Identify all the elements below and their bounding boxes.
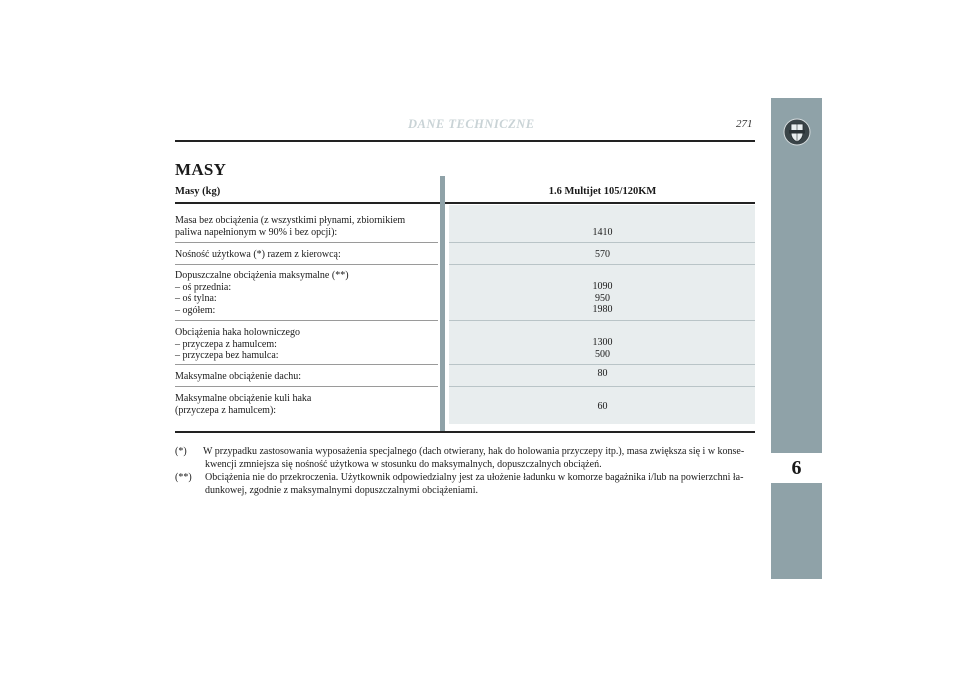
footnote-text: W przypadku zastosowania wyposażenia specjalnego (dach otwierany, hak do holowania przyczepy itp.), masa zwiększa się i w konse-kwencji zmniejsza się nośność użytkowa w stosunku do maksymalnych, dopuszczalnych obciążeń. bbox=[203, 446, 745, 470]
table-row-label: Masa bez obciążenia (z wszystkimi płynami, zbiornikiem paliwa napełnionym w 90% i bez opcji): bbox=[175, 215, 406, 238]
column-header-engine: 1.6 Multijet 105/120KM bbox=[548, 186, 657, 197]
table-row-value: 60 bbox=[597, 401, 608, 412]
column-divider bbox=[440, 176, 445, 432]
section-title: MASY bbox=[175, 160, 227, 179]
row-rule bbox=[175, 320, 438, 321]
table-bottom-rule bbox=[175, 431, 755, 433]
table-row-label: Maksymalne obciążenie dachu: bbox=[175, 371, 302, 382]
page-number: 271 bbox=[736, 118, 753, 130]
column-header-masses: Masy (kg) bbox=[175, 186, 221, 197]
row-rule bbox=[449, 242, 755, 243]
row-rule bbox=[175, 242, 438, 243]
table-row-value: 1090 950 1980 bbox=[592, 281, 613, 315]
footnote-mark: (**) bbox=[175, 472, 192, 483]
footnote bbox=[175, 471, 755, 497]
footnote-mark: (*) bbox=[175, 446, 187, 457]
row-rule bbox=[449, 264, 755, 265]
row-rule bbox=[175, 364, 438, 365]
table-row-value: 1300 500 bbox=[592, 337, 613, 360]
footnote-text: Obciążenia nie do przekroczenia. Użytkownik odpowiedzialny jest za ułożenie ładunku w komorze bagażnika i/lub na powierzchni ła-dunkowej, zgodnie z maksymalnymi dopuszczalnymi obciążeniami. bbox=[205, 472, 744, 496]
chapter-side-tab bbox=[771, 98, 822, 579]
footnote bbox=[175, 445, 755, 471]
lancia-shield-logo-icon bbox=[783, 118, 811, 146]
table-row-label: Obciążenia haka holowniczego – przyczepa z hamulcem: – przyczepa bez hamulca: bbox=[175, 327, 300, 361]
footnotes bbox=[175, 445, 755, 497]
chapter-number-box bbox=[771, 451, 822, 485]
row-rule bbox=[449, 386, 755, 387]
row-rule bbox=[175, 386, 438, 387]
table-row-value: 80 bbox=[597, 368, 608, 379]
running-header-title: DANE TECHNICZNE bbox=[408, 117, 535, 131]
row-rule bbox=[449, 364, 755, 365]
table-row-label: Maksymalne obciążenie kuli haka (przyczepa z hamulcem): bbox=[175, 393, 312, 416]
table-row-value: 570 bbox=[595, 249, 610, 260]
table-row-label: Nośność użytkowa (*) razem z kierowcą: bbox=[175, 249, 341, 260]
row-rule bbox=[175, 264, 438, 265]
row-rule bbox=[449, 320, 755, 321]
table-row-value: 1410 bbox=[592, 227, 613, 238]
table-row-label: Dopuszczalne obciążenia maksymalne (**) – oś przednia: – oś tylna: – ogółem: bbox=[175, 270, 349, 316]
header-rule bbox=[175, 140, 755, 142]
table-header-rule bbox=[175, 202, 755, 204]
chapter-number: 6 bbox=[791, 457, 802, 479]
